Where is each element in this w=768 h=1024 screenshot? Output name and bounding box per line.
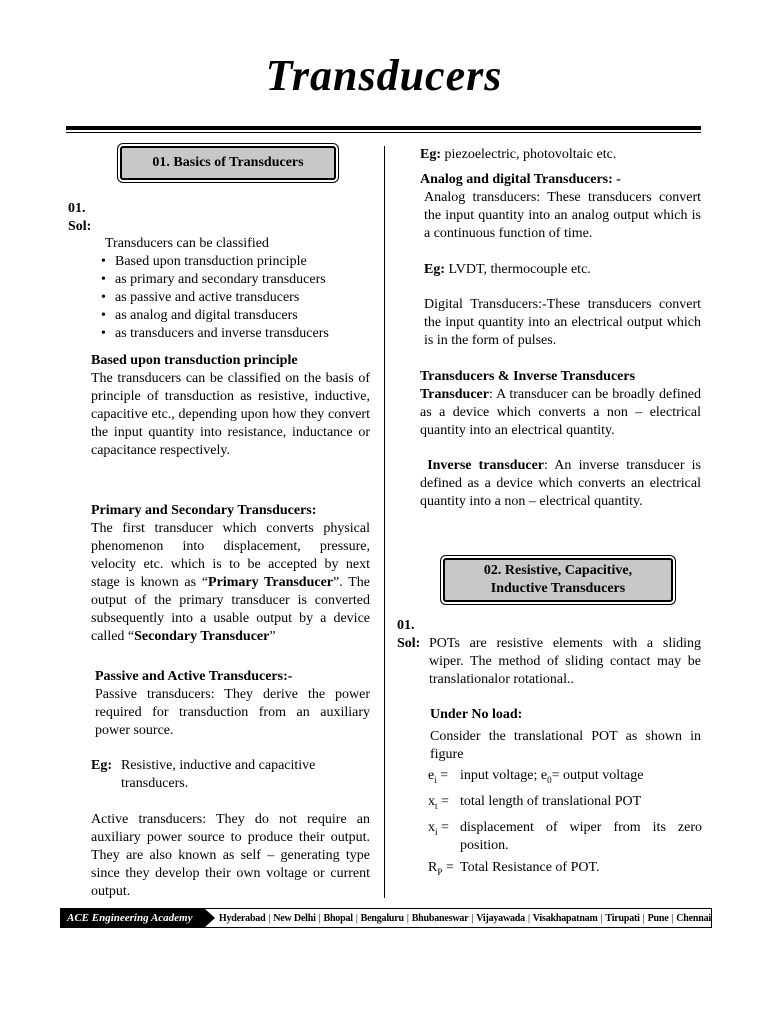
ps-text-a: The first transducer which converts physical phenomenon into displacement, pressure, velocity etc. which is to be accepted by next stage is known as “: [91, 521, 370, 590]
footer-separator: |: [642, 912, 645, 924]
passive-body: Passive transducers: They derive the power required for transduction from an auxiliary power source.: [95, 687, 370, 738]
footer-brand: ACE Engineering Academy: [61, 909, 205, 927]
primary-secondary-body: [91, 520, 370, 646]
footer-separator: |: [471, 912, 474, 924]
question-number-right: 01.: [397, 618, 415, 633]
no-load-heading: Under No load:: [430, 707, 523, 722]
definition-row: [428, 793, 702, 815]
footer-separator: |: [268, 912, 271, 924]
ps-text-b: ”. The output of the primary transducer is converted subsequently into a usable output by a device called “: [91, 575, 370, 644]
transducer-definition: [420, 386, 701, 440]
secondary-transducer-term: Secondary Transducer: [134, 629, 270, 644]
section-box-resistive-line1: 02. Resistive, Capacitive,: [483, 563, 633, 578]
footer-bar: [60, 908, 712, 928]
classification-item: • as primary and secondary transducers: [101, 271, 381, 289]
footer-city: Bhopal: [323, 912, 353, 924]
transducers-inverse-heading: Transducers & Inverse Transducers: [420, 369, 636, 384]
analog-body: Analog transducers: These transducers convert the input quantity into an analog output which is a continuous function of time.: [424, 190, 701, 241]
active-example: [420, 146, 702, 164]
footer-separator: |: [355, 912, 358, 924]
transducer-term: Transducer: [420, 387, 489, 402]
definition-symbol: $R_P$ =: [428, 859, 454, 877]
transducer-definition-text: : A transducer can be broadly defined as a device which converts a non – electrical quantity into an electrical quantity.: [420, 387, 701, 438]
footer-separator: |: [671, 912, 674, 924]
definition-text: input voltage; $e_0=$ output voltage: [460, 768, 644, 785]
section-box-resistive-line2: Inductive Transducers: [490, 581, 626, 596]
title-rule-thin: [66, 132, 701, 133]
definition-symbol: $x_i$ =: [428, 819, 449, 837]
section-box-basics: [120, 146, 336, 180]
footer-city: Chennai: [676, 912, 711, 924]
footer-separator: |: [318, 912, 321, 924]
footer-city: New Delhi: [273, 912, 316, 924]
primary-transducer-term: Primary Transducer: [208, 575, 334, 590]
definition-row: [428, 859, 702, 881]
classification-list: [101, 253, 381, 343]
definition-row: [428, 819, 702, 855]
pot-definitions: [428, 767, 702, 880]
footer-separator: |: [406, 912, 409, 924]
no-load-body: Consider the translational POT as shown in figure: [430, 729, 701, 762]
footer-arrow-icon: [205, 909, 215, 927]
passive-active-heading: Passive and Active Transducers:-: [95, 669, 293, 684]
eg-text: LVDT, thermocouple etc.: [445, 262, 591, 277]
footer-city: Tirupati: [605, 912, 640, 924]
transduction-body: The transducers can be classified on the basis of principle of transduction as resistive, inductive, capacitive etc., depending upon how they convert the input quantity into resistance, inductance or capacitance respectively.: [91, 371, 370, 458]
footer-city-list: [215, 909, 711, 927]
primary-secondary-heading: Primary and Secondary Transducers:: [91, 503, 317, 518]
sol-label-right: Sol:: [397, 636, 421, 651]
classification-item: • as analog and digital transducers: [101, 307, 381, 325]
digital-body: Digital Transducers:-These transducers convert the input quantity into an electrical output which is in the form of pulses.: [424, 297, 701, 348]
classification-item: • as passive and active transducers: [101, 289, 381, 307]
active-body: Active transducers: They do not require an auxiliary power source to produce their output. They are also known as self – generating type since they develop their own voltage or current output.: [91, 812, 370, 899]
column-divider: [384, 146, 385, 898]
footer-city: Vijayawada: [476, 912, 525, 924]
footer-city: Hyderabad: [218, 912, 266, 924]
sol-label-left: Sol:: [68, 219, 92, 234]
definition-text: total length of translational POT: [460, 793, 642, 809]
section-box-basics-label: 01. Basics of Transducers: [152, 155, 304, 170]
eg-text: piezoelectric, photovoltaic etc.: [441, 147, 617, 162]
footer-separator: |: [527, 912, 530, 924]
classification-intro: Transducers can be classified: [105, 236, 269, 251]
eg-label: Eg:: [420, 147, 441, 162]
definition-symbol: $x_t$ =: [428, 793, 449, 811]
title-rule-thick: [66, 126, 701, 130]
classification-item: • Based upon transduction principle: [101, 253, 381, 271]
footer-city: Visakhapatnam: [532, 912, 598, 924]
footer-separator: |: [600, 912, 603, 924]
definition-symbol: $e_i$ =: [428, 768, 449, 785]
inverse-transducer-term: Inverse transducer: [427, 458, 545, 473]
definition-text: displacement of wiper from its zero position.: [460, 819, 702, 853]
inverse-transducer-definition: [420, 457, 701, 511]
inverse-definition-text: : An inverse transducer is defined as a device which converts an electrical quantity into a non – electrical quantity.: [420, 458, 702, 509]
page-title: Transducers: [265, 51, 503, 100]
classification-item: • as transducers and inverse transducers: [101, 325, 381, 343]
definition-text: Total Resistance of POT.: [460, 859, 600, 875]
footer-city: Pune: [647, 912, 669, 924]
footer-city: Bhubaneswar: [411, 912, 469, 924]
passive-example: [91, 757, 370, 793]
footer-city: Bengaluru: [360, 912, 404, 924]
eg-text: Resistive, inductive and capacitive transducers.: [121, 758, 316, 791]
ps-text-c: ”: [269, 629, 276, 644]
definition-row: [428, 767, 702, 789]
transduction-heading: Based upon transduction principle: [91, 353, 298, 368]
eg-label: Eg:: [424, 262, 445, 277]
pot-description: POTs are resistive elements with a sliding wiper. The method of sliding contact may be translationalor rotational..: [429, 636, 701, 687]
analog-example: [424, 261, 701, 279]
question-number-left: 01.: [68, 201, 86, 216]
analog-digital-heading: Analog and digital Transducers: -: [420, 172, 621, 187]
section-box-resistive: [443, 558, 673, 602]
eg-label: Eg:: [91, 758, 112, 773]
